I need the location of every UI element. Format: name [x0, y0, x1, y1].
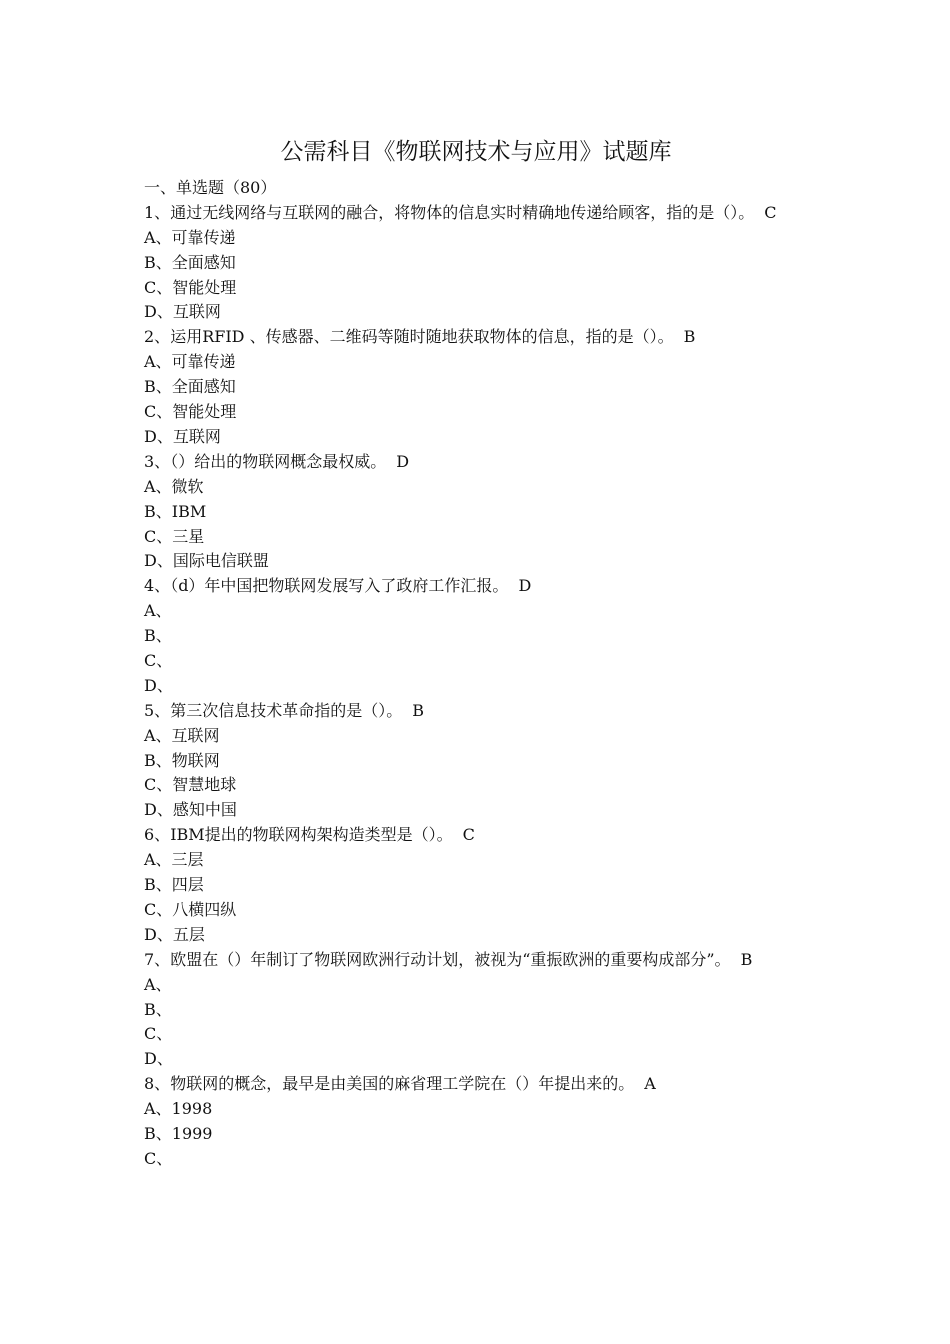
- question-text: 第三次信息技术革命指的是（）。: [170, 700, 403, 720]
- question-number: 2、: [144, 327, 171, 347]
- question-list: [144, 201, 808, 1172]
- question-number: 6、: [144, 825, 171, 845]
- question-text: IBM提出的物联网构架构造类型是（）。: [170, 825, 453, 845]
- answer-option: A、: [144, 601, 172, 621]
- question-stem: [144, 325, 808, 350]
- question-item: [144, 450, 808, 574]
- option-list: [144, 973, 808, 1073]
- answer-option: A、可靠传递: [144, 227, 236, 247]
- question-number: 8、: [144, 1074, 171, 1094]
- question-stem: [144, 450, 808, 475]
- option-list: [144, 848, 808, 948]
- answer-option: A、1998: [144, 1099, 213, 1119]
- question-number: 1、: [144, 202, 171, 222]
- answer-option: B、IBM: [144, 501, 207, 521]
- option-list: [144, 226, 808, 326]
- document-page: [144, 136, 808, 1172]
- question-stem: [144, 574, 808, 599]
- question-answer: B: [412, 700, 424, 720]
- question-item: [144, 948, 808, 1072]
- question-number: 5、: [144, 700, 171, 720]
- question-answer: B: [740, 949, 753, 969]
- answer-option: D、感知中国: [144, 800, 237, 820]
- answer-option: D、互联网: [144, 426, 221, 446]
- answer-option: C、智慧地球: [144, 775, 237, 795]
- section-heading: 一、单选题（80）: [144, 178, 277, 197]
- question-text: 物联网的概念，最早是由美国的麻省理工学院在（）年提出来的。: [170, 1074, 635, 1094]
- question-item: [144, 1072, 808, 1172]
- question-answer: D: [518, 576, 532, 596]
- question-answer: B: [683, 327, 696, 347]
- question-stem: [144, 1072, 808, 1097]
- answer-option: B、: [144, 999, 172, 1019]
- question-item: [144, 574, 808, 698]
- answer-option: C、三星: [144, 526, 205, 546]
- option-list: [144, 724, 808, 824]
- answer-option: B、全面感知: [144, 252, 236, 272]
- answer-option: B、: [144, 626, 172, 646]
- answer-option: A、互联网: [144, 725, 220, 745]
- question-stem: [144, 948, 808, 973]
- question-text: （d）年中国把物联网发展写入了政府工作汇报。: [170, 576, 509, 596]
- question-answer: A: [644, 1074, 656, 1094]
- answer-option: D、五层: [144, 924, 205, 944]
- question-number: 7、: [144, 949, 171, 969]
- question-item: [144, 823, 808, 947]
- answer-option: C、智能处理: [144, 402, 237, 422]
- question-answer: D: [396, 451, 410, 471]
- option-list: [144, 599, 808, 699]
- answer-option: B、物联网: [144, 750, 220, 770]
- answer-option: D、互联网: [144, 302, 221, 322]
- question-number: 3、: [144, 451, 171, 471]
- question-item: [144, 699, 808, 823]
- answer-option: A、三层: [144, 850, 204, 870]
- question-item: [144, 325, 808, 449]
- answer-option: B、全面感知: [144, 377, 236, 397]
- question-answer: C: [764, 202, 777, 222]
- question-item: [144, 201, 808, 325]
- question-stem: [144, 201, 808, 226]
- option-list: [144, 475, 808, 575]
- answer-option: C、: [144, 1148, 173, 1168]
- question-answer: C: [462, 825, 475, 845]
- question-text: 欧盟在（）年制订了物联网欧洲行动计划，被视为“重振欧洲的重要构成部分”。: [170, 949, 731, 969]
- answer-option: A、可靠传递: [144, 352, 236, 372]
- question-text: 通过无线网络与互联网的融合，将物体的信息实时精确地传递给顾客，指的是（）。: [170, 202, 755, 222]
- question-text: （）给出的物联网概念最权威。: [170, 451, 387, 471]
- question-text: 运用RFID 、传感器、二维码等随时随地获取物体的信息，指的是（）。: [170, 327, 674, 347]
- answer-option: B、四层: [144, 875, 204, 895]
- question-stem: [144, 823, 808, 848]
- answer-option: C、八横四纵: [144, 899, 237, 919]
- option-list: [144, 350, 808, 450]
- answer-option: D、: [144, 1049, 173, 1069]
- answer-option: B、1999: [144, 1123, 213, 1143]
- answer-option: A、: [144, 974, 172, 994]
- answer-option: C、: [144, 1024, 173, 1044]
- answer-option: C、智能处理: [144, 277, 237, 297]
- answer-option: D、: [144, 675, 173, 695]
- question-stem: [144, 699, 808, 724]
- answer-option: C、: [144, 650, 173, 670]
- question-number: 4、: [144, 576, 171, 596]
- answer-option: A、微软: [144, 476, 204, 496]
- answer-option: D、国际电信联盟: [144, 551, 269, 571]
- document-title: 公需科目《物联网技术与应用》试题库: [280, 139, 672, 165]
- option-list: [144, 1097, 808, 1172]
